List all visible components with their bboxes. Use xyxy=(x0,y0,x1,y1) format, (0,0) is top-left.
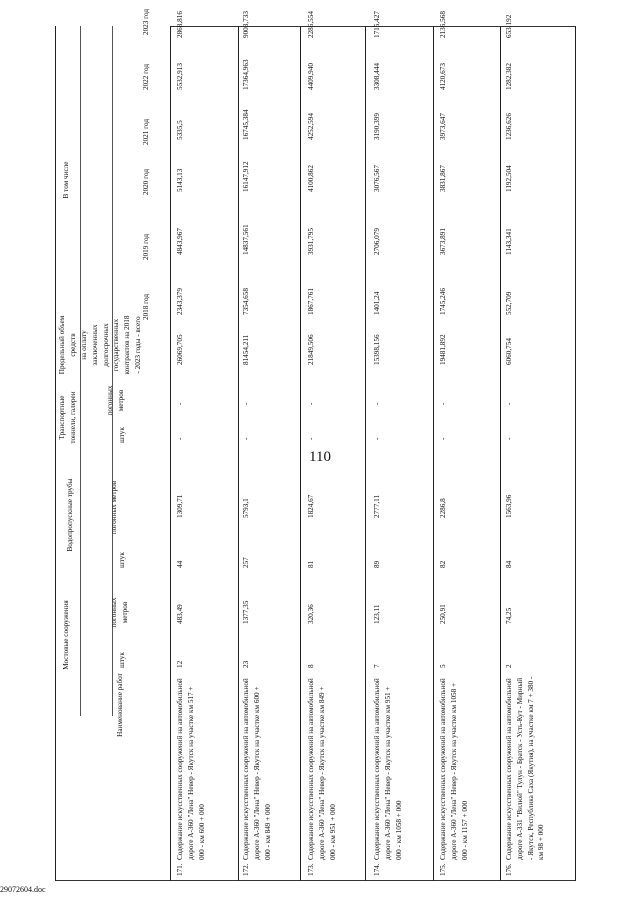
pipes-m: 1563,96 xyxy=(505,494,513,518)
year-2018-value: 2343,379 xyxy=(176,288,184,315)
bridges-pcs: 2 xyxy=(505,664,513,668)
header-pipes-pcs: штук xyxy=(118,552,126,568)
year-2022-value: 4409,940 xyxy=(307,63,315,90)
year-2020-value: 1192,504 xyxy=(505,165,513,192)
tunnels-m: - xyxy=(176,402,184,405)
pipes-pcs: 82 xyxy=(439,560,447,568)
row-separator xyxy=(433,26,434,881)
tunnels-pcs: - xyxy=(505,437,513,440)
row-number: 172. xyxy=(242,863,250,876)
bridges-pcs: 5 xyxy=(439,664,447,668)
tunnels-pcs: - xyxy=(439,437,447,440)
year-2021-value: 16745,384 xyxy=(242,109,250,140)
year-2019-value: 4843,967 xyxy=(176,228,184,255)
header-tunnels: Транспортные тоннели, галереи xyxy=(58,391,77,444)
pipes-m: 1309,71 xyxy=(176,494,184,518)
bridges-pcs: 23 xyxy=(242,660,250,668)
table-bottom-border xyxy=(55,880,575,881)
bridges-m: 74,25 xyxy=(505,607,513,624)
total-funds: 26069,705 xyxy=(176,334,184,365)
year-2022-value: 3308,444 xyxy=(373,63,381,90)
tunnels-pcs: - xyxy=(307,437,315,440)
bridges-m: 250,91 xyxy=(439,604,447,624)
row-separator xyxy=(500,26,501,881)
row-number: 175. xyxy=(439,863,447,876)
pipes-m: 2777,11 xyxy=(373,494,381,518)
tunnels-m: - xyxy=(373,402,381,405)
tunnels-pcs: - xyxy=(176,437,184,440)
header-year-2020: 2020 год xyxy=(142,169,150,195)
year-2022-value: 5532,913 xyxy=(176,63,184,90)
year-2023-value: 1715,427 xyxy=(373,11,381,38)
year-2020-value: 5143,13 xyxy=(176,168,184,192)
header-total-funds-sub: на оплату заключенных долгосрочных государственных контрактов на 2018 - 2023 годы - всего xyxy=(80,315,142,375)
tunnels-pcs: - xyxy=(242,437,250,440)
bridges-pcs: 7 xyxy=(373,664,381,668)
bridges-m: 320,36 xyxy=(307,604,315,624)
year-2023-value: 653,192 xyxy=(505,14,513,38)
total-funds: 21849,506 xyxy=(307,334,315,365)
year-2023-value: 9003,733 xyxy=(242,11,250,38)
work-name: Содержание искусственных сооружений на автомобильной дороге А-360 "Лена" Невер - Якутск на участке км 1058 + 000 - км 1157 + 000 xyxy=(439,678,469,860)
bridges-pcs: 8 xyxy=(307,664,315,668)
total-funds: 19481,892 xyxy=(439,334,447,365)
header-year-2022: 2022 год xyxy=(142,64,150,90)
page-number: 110 xyxy=(309,449,331,465)
year-2023-value: 2868,816 xyxy=(176,11,184,38)
work-name: Содержание искусственных сооружений на автомобильной дороге А-360 "Лена" Невер - Якутск на участке км 849 + 000 - км 951 + 000 xyxy=(307,678,337,860)
pipes-pcs: 84 xyxy=(505,560,513,568)
work-name: Содержание искусственных сооружений на автомобильной дороге А-331 "Вилюй" Тулун - Братск - Усть-Кут - Мирный - Якутск, Республика Саха (Якутия), на участке км 7 + 380 - км 98 + 000 xyxy=(505,676,546,860)
pipes-pcs: 257 xyxy=(242,557,250,568)
year-2019-value: 14837,561 xyxy=(242,224,250,255)
tunnels-pcs: - xyxy=(373,437,381,440)
header-bridges-pcs: штук xyxy=(118,652,126,668)
header-pipes-m: погонных метров xyxy=(110,480,118,535)
year-2020-value: 3831,867 xyxy=(439,165,447,192)
header-year-2018: 2018 год xyxy=(142,294,150,320)
year-2020-value: 4100,862 xyxy=(307,165,315,192)
bridges-pcs: 12 xyxy=(176,660,184,668)
year-2020-value: 3076,567 xyxy=(373,165,381,192)
header-name: Наименование работ xyxy=(116,673,124,737)
row-number: 171. xyxy=(176,863,184,876)
tunnels-m: - xyxy=(505,402,513,405)
pipes-pcs: 44 xyxy=(176,560,184,568)
table-right-border xyxy=(575,26,576,881)
tunnels-m: - xyxy=(307,402,315,405)
year-2022-value: 17364,963 xyxy=(242,59,250,90)
total-funds: 15398,156 xyxy=(373,334,381,365)
year-2023-value: 2136,568 xyxy=(439,11,447,38)
pipes-m: 2286,8 xyxy=(439,498,447,518)
work-name: Содержание искусственных сооружений на автомобильной дороге А-360 "Лена" Невер - Якутск на участке км 600 + 000 - км 849 + 000 xyxy=(242,678,272,860)
header-year-2021: 2021 год xyxy=(142,119,150,145)
tunnels-m: - xyxy=(242,402,250,405)
year-2019-value: 2706,079 xyxy=(373,228,381,255)
row-number: 174. xyxy=(373,863,381,876)
year-2022-value: 4120,673 xyxy=(439,63,447,90)
pipes-pcs: 81 xyxy=(307,560,315,568)
year-2018-value: 1745,246 xyxy=(439,288,447,315)
bridges-m: 123,11 xyxy=(373,604,381,624)
year-2018-value: 1401,24 xyxy=(373,291,381,315)
year-2021-value: 4252,594 xyxy=(307,113,315,140)
total-funds: 81454,211 xyxy=(242,334,250,365)
row-number: 176. xyxy=(505,863,513,876)
year-2020-value: 16147,912 xyxy=(242,161,250,192)
header-pipes: Водопропускные трубы xyxy=(66,478,74,552)
header-tunnels-pcs: штук xyxy=(118,427,126,443)
row-separator xyxy=(365,26,366,881)
row-separator xyxy=(170,26,171,881)
header-incl: В том числе xyxy=(62,161,70,199)
year-2023-value: 2286,554 xyxy=(307,11,315,38)
row-separator xyxy=(300,26,301,881)
year-2021-value: 5335,5 xyxy=(176,120,184,140)
year-2019-value: 3673,891 xyxy=(439,228,447,255)
tunnels-m: - xyxy=(439,402,447,405)
row-number: 173. xyxy=(307,863,315,876)
year-2018-value: 552,709 xyxy=(505,291,513,315)
year-2021-value: 1236,626 xyxy=(505,113,513,140)
pipes-pcs: 89 xyxy=(373,560,381,568)
header-tunnels-m: погонных метров xyxy=(106,385,125,416)
header-bridges-m: погонных метров xyxy=(110,597,129,628)
year-2018-value: 1867,761 xyxy=(307,288,315,315)
year-2019-value: 1143,341 xyxy=(505,228,513,255)
year-2022-value: 1282,382 xyxy=(505,63,513,90)
header-year-2023: 2023 год xyxy=(142,9,150,35)
work-name: Содержание искусственных сооружений на автомобильной дороге А-360 "Лена" Невер - Якутск на участке км 517 + 000 - км 600 + 000 xyxy=(176,678,206,860)
total-funds: 6060,754 xyxy=(505,338,513,365)
year-2019-value: 3931,795 xyxy=(307,228,315,255)
pipes-m: 1824,67 xyxy=(307,494,315,518)
year-2021-value: 3190,399 xyxy=(373,113,381,140)
header-total-funds: Предельный объем средств xyxy=(58,315,77,375)
bridges-m: 1377,35 xyxy=(242,600,250,624)
row-separator xyxy=(238,26,239,881)
bridges-m: 483,49 xyxy=(176,604,184,624)
header-year-2019: 2019 год xyxy=(142,234,150,260)
row-separator xyxy=(55,26,56,881)
work-name: Содержание искусственных сооружений на автомобильной дороге А-360 "Лена" Невер - Якутск на участке км 951 + 000 - км 1058 + 000 xyxy=(373,678,403,860)
header-bridges: Мостовые сооружения xyxy=(62,600,70,670)
year-2021-value: 3973,647 xyxy=(439,113,447,140)
pipes-m: 5793,1 xyxy=(242,498,250,518)
document-reference: 29072604.doc xyxy=(0,885,46,894)
year-2018-value: 7354,658 xyxy=(242,288,250,315)
